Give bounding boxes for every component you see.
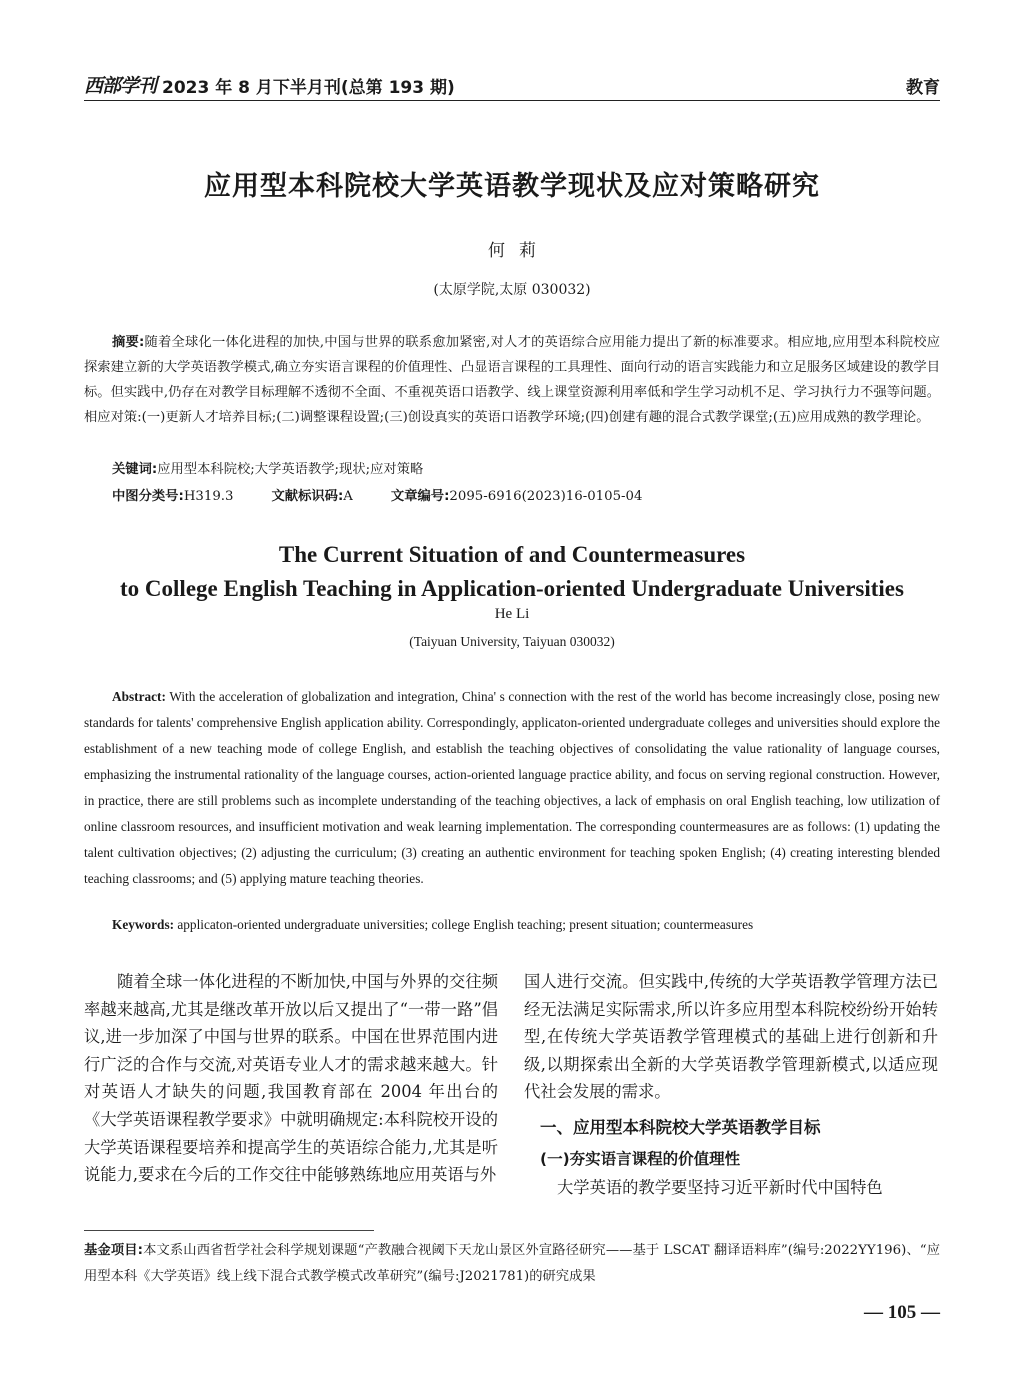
funding-label: 基金项目: (84, 1243, 143, 1258)
keywords-label-cn: 关键词: (112, 462, 158, 477)
journal-logo: 西部学刊 (84, 75, 157, 97)
body-paragraph: 随着全球一体化进程的不断加快,中国与外界的交往频率越来越高,尤其是继改革开放以后又提出了“一带一路”倡议,进一步加深了中国与世界的联系。中国在世界范围内进行广泛的合作与交流,对英语专业人才的需求越来越大。针对英语人才缺失的问题,我国教育部在 2004 年出台的《大学英语课程教学要求》中就明确规定:本科院校开设的大学英语课程要培养和提高学生的英语综合能力,尤其是听说能力,要求在今后的工作交往中能够熟练地应用英语与外 (84, 972, 498, 1185)
clc-number (112, 485, 233, 504)
affiliation-english: (Taiyuan University, Taiyuan 030032) (409, 634, 615, 649)
doc-code (271, 485, 352, 504)
header-divider (84, 100, 940, 101)
doc-value: A (343, 489, 353, 504)
body-column-right (524, 968, 938, 1202)
author-chinese: 何莉 (488, 241, 550, 261)
keywords-english (112, 917, 753, 933)
classification-line (112, 485, 680, 504)
abstract-english (84, 684, 940, 892)
body-paragraph-continued: 国人进行交流。但实践中,传统的大学英语教学管理方法已经无法满足实际需求,所以许多应用型本科院校纷纷开始转型,在传统大学英语教学管理模式的基础上进行创新和升级,以期探索出全新的大学英语教学管理新模式,以适应现代社会发展的需求。 (524, 972, 938, 1102)
article-value: 2095-6916(2023)16-0105-04 (449, 489, 643, 504)
abstract-text-cn: 随着全球化一体化进程的加快,中国与世界的联系愈加紧密,对人才的英语综合应用能力提出了新的标准要求。相应地,应用型本科院校应探索建立新的大学英语教学模式,确立夯实语言课程的价值理性、凸显语言课程的工具理性、面向行动的语言实践能力和立足服务区域建设的教学目标。但实践中,仍存在对教学目标理解不透彻不全面、不重视英语口语教学、线上课堂资源利用率低和学生学习动机不足、学习执行力不强等问题。相应对策:(一)更新人才培养目标;(二)调整课程设置;(三)创设真实的英语口语教学环境;(四)创建有趣的混合式教学课堂;(五)应用成熟的教学理论。 (84, 335, 940, 425)
doc-label: 文献标识码: (271, 489, 344, 504)
body-paragraph: 大学英语的教学要坚持习近平新时代中国特色 (557, 1177, 883, 1197)
article-label: 文章编号: (390, 489, 450, 504)
clc-label: 中图分类号: (112, 489, 184, 504)
running-header (84, 70, 940, 98)
abstract-label-cn: 摘要: (112, 335, 145, 350)
clc-value: H319.3 (183, 489, 234, 504)
author-english: He Li (494, 606, 530, 622)
title-english-line2: to College English Teaching in Application-oriented Undergraduate Universities (120, 576, 904, 601)
title-chinese: 应用型本科院校大学英语教学现状及应对策略研究 (204, 171, 820, 202)
page-number: — 105 — (864, 1302, 940, 1323)
title-english-line1: The Current Situation of and Countermeasures (278, 542, 746, 567)
keywords-label-en: Keywords: (112, 917, 175, 932)
subsection-heading: (一)夯实语言课程的价值理性 (540, 1149, 741, 1168)
journal-issue (84, 71, 455, 98)
title-english (0, 538, 1024, 606)
issue-info: 2023 年 8 月下半月刊(总第 193 期) (162, 78, 455, 98)
keywords-chinese (112, 458, 423, 477)
footnote-divider (84, 1230, 374, 1231)
abstract-chinese (84, 330, 940, 430)
section-name: 教育 (906, 78, 940, 98)
abstract-label-en: Abstract: (112, 689, 166, 704)
article-number (391, 485, 643, 504)
section-heading: 一、应用型本科院校大学英语教学目标 (540, 1117, 821, 1137)
keywords-text-cn: 应用型本科院校;大学英语教学;现状;应对策略 (157, 462, 424, 477)
body-column-left (84, 968, 498, 1189)
affiliation-chinese: (太原学院,太原 030032) (433, 282, 591, 298)
funding-note (84, 1238, 940, 1290)
keywords-text-en: applicaton-oriented undergraduate universities; college English teaching; present situation; countermeasures (177, 917, 754, 932)
abstract-text-en: With the acceleration of globalization and integration, China' s connection with the rest of the world has become increasingly close, posing new standards for talents' comprehensive English application ability. Correspondingly, applicaton-oriented undergraduate colleges and universities should explore the establishment of a new teaching mode of college English, and establish the teaching objectives of consolidating the value rationality of language courses, emphasizing the instrumental rationality of the language courses, action-oriented language practice ability, and focus on serving regional construction. However, in practice, there are still problems such as incomplete understanding of the teaching objectives, a lack of emphasis on oral English teaching, low utilization of online classroom resources, and insufficient motivation and weak learning implementation. The corresponding countermeasures are as follows: (1) updating the talent cultivation objectives; (2) adjusting the curriculum; (3) creating an authentic environment for teaching spoken English; (4) creating interesting blended teaching classrooms; and (5) applying mature teaching theories. (84, 689, 940, 886)
funding-text: 本文系山西省哲学社会科学规划课题“产教融合视阈下天龙山景区外宣路径研究——基于 LSCAT 翻译语料库”(编号:2022YY196)、“应用型本科《大学英语》线上线下混合式教学模式改革研究”(编号:J2021781)的研究成果 (84, 1243, 940, 1284)
